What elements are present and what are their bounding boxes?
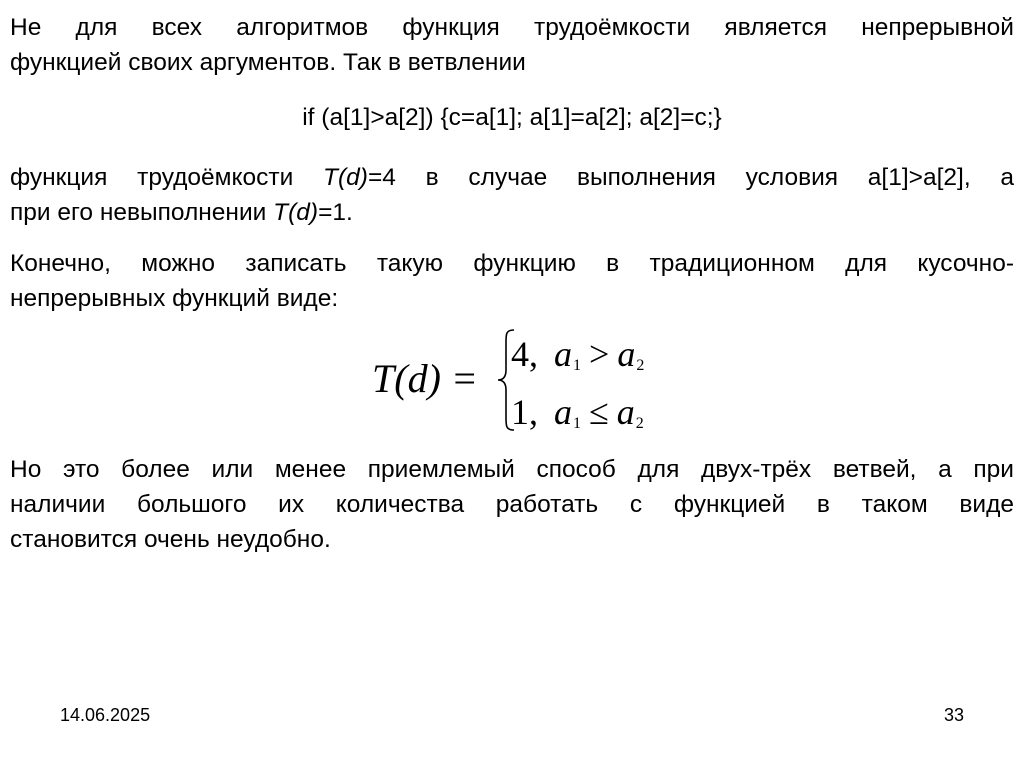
formula-case-2	[511, 392, 644, 444]
text-segment: при его невыполнении	[10, 199, 274, 226]
case-2-var-b: a	[616, 392, 635, 432]
formula-lhs	[372, 356, 478, 402]
paragraph-complexity	[10, 160, 1014, 230]
paragraph-piecewise	[10, 246, 1014, 316]
piecewise-formula	[366, 322, 666, 440]
footer-page-number: 33	[943, 705, 964, 725]
paragraph-conclusion-line-1: Но это более или менее приемлемый способ для двух-трёх ветвей, а при	[10, 456, 1014, 483]
paragraph-intro-line-1: Не для всех алгоритмов функция трудоёмкости является непрерывной	[10, 14, 1014, 41]
formula-lhs-text: T(d) =	[372, 356, 478, 401]
case-1-value: 4,	[511, 334, 538, 374]
footer-date: 14.06.2025	[60, 705, 151, 725]
paragraph-conclusion-line-3: становится очень неудобно.	[10, 526, 331, 553]
paragraph-intro-line-2: функцией своих аргументов. Так в ветвлении	[10, 49, 526, 76]
case-2-var-a: a	[554, 392, 572, 432]
paragraph-complexity-line-2	[10, 195, 1014, 230]
function-notation: T(d)	[323, 164, 368, 191]
case-1-var-a: a	[554, 334, 572, 374]
case-2-sub-b: 2	[635, 415, 644, 432]
case-1-sub-a: 1	[573, 357, 581, 374]
case-1-sub-b: 2	[636, 357, 645, 374]
paragraph-conclusion-line-2: наличии большого их количества работать с функцией в таком виде	[10, 491, 1014, 518]
text-segment: =4 в случае выполнения условия a[1]>a[2], а	[367, 164, 1015, 191]
paragraph-piecewise-line-2: непрерывных функций виде:	[10, 285, 339, 312]
case-2-operator: ≤	[589, 392, 609, 432]
case-2-value: 1,	[511, 392, 538, 432]
text-segment: =1.	[318, 199, 353, 226]
case-1-var-b: a	[617, 334, 636, 374]
function-notation: T(d)	[273, 199, 319, 226]
paragraph-conclusion	[10, 452, 1014, 557]
paragraph-intro	[10, 10, 1014, 80]
formula-case-1	[511, 334, 644, 386]
text-segment: функция трудоёмкости	[10, 164, 324, 191]
case-2-sub-a: 1	[573, 415, 581, 432]
code-branch-statement: if (a[1]>a[2]) {c=a[1]; a[1]=a[2]; a[2]=c;}	[302, 104, 722, 131]
paragraph-complexity-line-1	[10, 160, 1014, 195]
paragraph-piecewise-line-1: Конечно, можно записать такую функцию в традиционном для кусочно-	[10, 250, 1014, 277]
case-1-operator: >	[589, 334, 610, 374]
